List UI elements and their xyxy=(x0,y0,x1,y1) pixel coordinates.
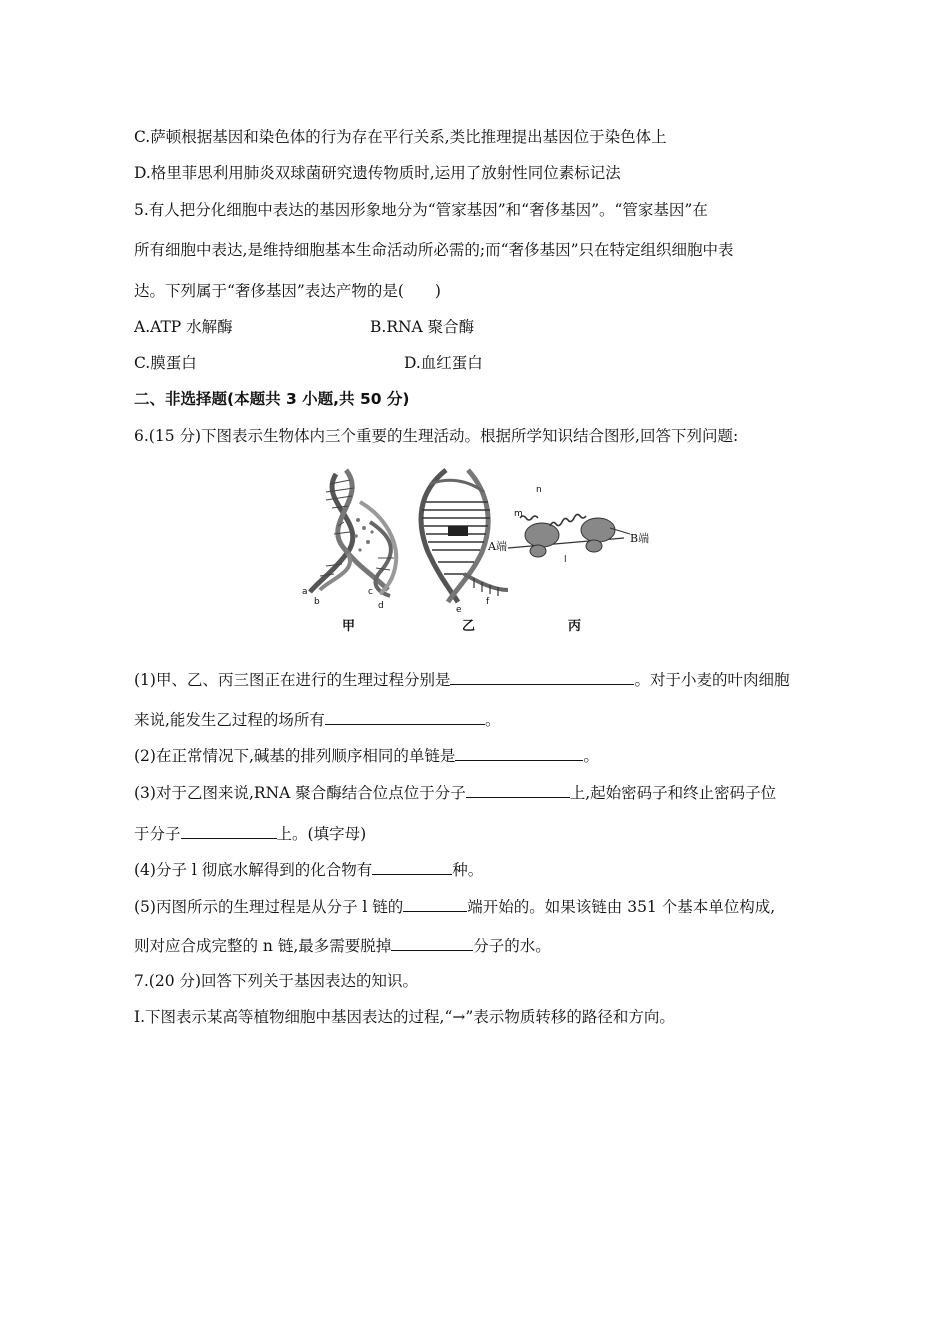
question-6-stem: 6.(15 分)下图表示生物体内三个重要的生理活动。根据所学知识结合图形,回答下列问题: xyxy=(134,427,739,445)
option-c-text: C.萨顿根据基因和染色体的行为存在平行关系,类比推理提出基因位于染色体上 xyxy=(134,128,667,146)
molecule-m-label: m xyxy=(514,509,523,519)
q5-option-b: B.RNA 聚合酶 xyxy=(370,318,475,336)
subquestion-1-line-2 xyxy=(134,708,500,730)
subq5-text-b: 端开始的。如果该链由 351 个基本单位构成, xyxy=(467,898,776,916)
question-7-stem: 7.(20 分)回答下列关于基因表达的知识。 xyxy=(134,972,419,990)
figure-svg xyxy=(298,462,668,642)
biology-figure xyxy=(298,462,668,642)
subq2-text-b: 。 xyxy=(583,747,599,765)
subq3-text-d: 上。(填字母) xyxy=(276,825,367,843)
subq1-text-c: 来说,能发生乙过程的场所有 xyxy=(134,711,325,729)
subq3-text-a: (3)对于乙图来说,RNA 聚合酶结合位点位于分子 xyxy=(134,784,466,802)
subquestion-2 xyxy=(134,744,599,766)
answer-blank-3b[interactable] xyxy=(181,822,277,839)
answer-blank-5a[interactable] xyxy=(403,895,467,912)
answer-blank-1a[interactable] xyxy=(450,668,634,685)
subq3-text-c: 于分子 xyxy=(134,825,181,843)
diagram-yi xyxy=(421,470,508,602)
subquestion-5-line-2 xyxy=(134,934,551,956)
q5-option-d: D.血红蛋白 xyxy=(404,354,483,372)
subq1-text-d: 。 xyxy=(484,711,501,729)
subquestion-4 xyxy=(134,858,483,880)
q5-option-a: A.ATP 水解酶 xyxy=(134,318,233,336)
subquestion-3-line-1 xyxy=(134,781,776,803)
section-2-heading: 二、非选择题(本题共 3 小题,共 50 分) xyxy=(134,390,410,408)
end-b-label: B端 xyxy=(630,532,650,545)
option-d-text: D.格里菲思利用肺炎双球菌研究遗传物质时,运用了放射性同位素标记法 xyxy=(134,164,621,182)
label-yi: 乙 xyxy=(462,619,476,634)
answer-blank-5b[interactable] xyxy=(391,934,473,951)
strand-b-label: b xyxy=(314,597,320,607)
subq1-text-b: 。对于小麦的叶肉细胞 xyxy=(634,671,790,689)
subq4-text-b: 种。 xyxy=(452,861,484,879)
label-jia: 甲 xyxy=(342,619,356,634)
subq3-text-b: 上,起始密码子和终止密码子位 xyxy=(569,784,777,802)
answer-blank-2[interactable] xyxy=(455,744,583,761)
answer-blank-1b[interactable] xyxy=(325,708,485,725)
answer-blank-3a[interactable] xyxy=(466,781,570,798)
question-5-line-1: 5.有人把分化细胞中表达的基因形象地分为“管家基因”和“奢侈基因”。“管家基因”在 xyxy=(134,201,708,219)
diagram-bing xyxy=(508,514,630,557)
q5-option-c: C.膜蛋白 xyxy=(134,354,197,372)
diagram-jia xyxy=(310,470,396,596)
question-7-part-1: Ⅰ.下图表示某高等植物细胞中基因表达的过程,“→”表示物质转移的路径和方向。 xyxy=(134,1008,675,1026)
strand-a-label: a xyxy=(302,587,308,597)
question-5-line-3: 达。下列属于“奢侈基因”表达产物的是( ) xyxy=(134,282,441,300)
subq1-text-a: (1)甲、乙、丙三图正在进行的生理过程分别是 xyxy=(134,671,451,689)
subquestion-1-line-1 xyxy=(134,668,789,690)
label-bing: 丙 xyxy=(568,619,582,634)
molecule-n-label: n xyxy=(536,485,542,495)
answer-blank-4[interactable] xyxy=(372,858,452,875)
subq4-text-a: (4)分子 l 彻底水解得到的化合物有 xyxy=(134,861,373,879)
subq5-text-a: (5)丙图所示的生理过程是从分子 l 链的 xyxy=(134,898,404,916)
subq5-text-d: 分子的水。 xyxy=(473,937,551,955)
strand-e-label: e xyxy=(456,605,462,615)
strand-c-label: c xyxy=(368,587,373,597)
subquestion-5-line-1 xyxy=(134,895,775,917)
molecule-l-label: l xyxy=(564,555,567,565)
strand-d-label: d xyxy=(378,601,384,611)
strand-f-label: f xyxy=(486,597,490,607)
subq2-text-a: (2)在正常情况下,碱基的排列顺序相同的单链是 xyxy=(134,747,456,765)
subquestion-3-line-2 xyxy=(134,822,366,844)
subq5-text-c: 则对应合成完整的 n 链,最多需要脱掉 xyxy=(134,937,392,955)
end-a-label: A端 xyxy=(488,540,507,553)
question-5-line-2: 所有细胞中表达,是维持细胞基本生命活动所必需的;而“奢侈基因”只在特定组织细胞中表 xyxy=(134,241,734,259)
